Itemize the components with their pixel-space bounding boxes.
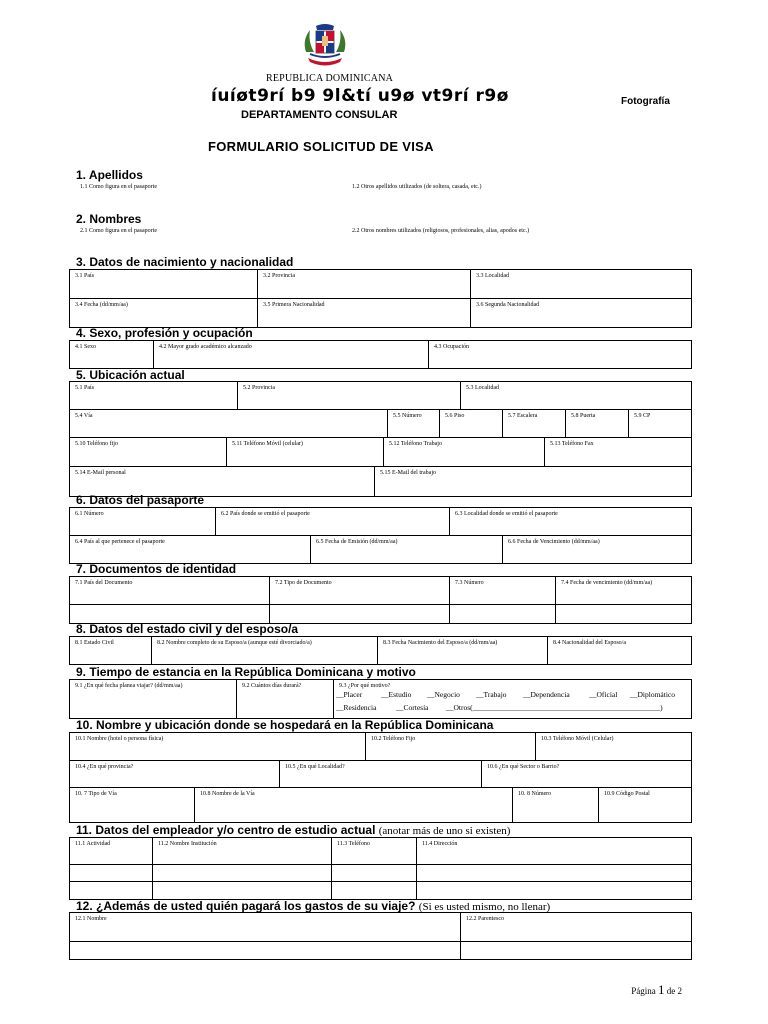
motive-option[interactable]: __Oficial: [589, 690, 618, 699]
section-7-title: 7. Documentos de identidad: [76, 562, 237, 576]
field-cell[interactable]: 4.1 Sexo: [75, 344, 96, 350]
field-cell[interactable]: [416, 882, 691, 899]
field-cell[interactable]: [70, 865, 152, 881]
field-cell[interactable]: 6.3 Localidad donde se emitió el pasaporte: [449, 508, 691, 535]
field-cell[interactable]: 9.1 ¿En qué fecha planea viajar? (dd/mm/aa): [75, 683, 183, 689]
field-cell[interactable]: 10.8 Nombre de la Vía: [194, 788, 512, 822]
field-cell[interactable]: 5.10 Teléfono fijo: [75, 441, 118, 447]
section-7-table: [69, 576, 692, 624]
field-cell[interactable]: 10. 8 Número: [512, 788, 598, 822]
field-cell[interactable]: 8.2 Nombre completo de su Esposo/a (aunque esté divorciado/a): [151, 637, 377, 664]
country-name: REPUBLICA DOMINICANA: [266, 73, 394, 84]
section-6-table: [69, 507, 692, 564]
field-cell[interactable]: 6.4 País al que pertenece el pasaporte: [75, 539, 165, 545]
field-cell[interactable]: 10.5 ¿En qué Localidad?: [279, 761, 481, 787]
field-cell[interactable]: 5.4 Vía: [75, 413, 93, 419]
section-2-title: 2. Nombres: [76, 212, 142, 226]
field-cell[interactable]: 5.3 Localidad: [460, 382, 691, 409]
section-10-table: [69, 732, 692, 823]
motive-option[interactable]: __Placer: [336, 690, 363, 699]
section-5-table: [69, 381, 692, 497]
coat-of-arms-logo: [300, 22, 350, 70]
section-3-table: [69, 269, 692, 328]
field-cell[interactable]: 5.6 Piso: [439, 410, 502, 437]
field-cell[interactable]: [70, 605, 269, 623]
section-6-title: 6. Datos del pasaporte: [76, 493, 205, 507]
field-cell[interactable]: 5.13 Teléfono Fax: [544, 438, 691, 466]
field-cell[interactable]: 3.3 Localidad: [470, 270, 691, 298]
field-cell[interactable]: 11.2 Nombre Institución: [152, 838, 331, 864]
field-cell[interactable]: 5.12 Teléfono Trabajo: [383, 438, 544, 466]
field-cell[interactable]: 10. 7 Tipo de Vía: [75, 791, 117, 797]
form-title: FORMULARIO SOLICITUD DE VISA: [208, 139, 434, 154]
motive-option[interactable]: __Residencia: [336, 703, 377, 712]
motive-option[interactable]: __Dependencia: [523, 690, 570, 699]
section-1-title: 1. Apellidos: [76, 168, 143, 182]
field-cell[interactable]: 11.1 Actividad: [75, 841, 111, 847]
field-cell[interactable]: 5.2 Provincia: [237, 382, 460, 409]
section-11-table: [69, 837, 692, 900]
field-cell[interactable]: 3.1 País: [75, 273, 95, 279]
field-cell[interactable]: 10.6 ¿En qué Sector o Barrio?: [481, 761, 691, 787]
field-cell[interactable]: 12.1 Nombre: [75, 916, 107, 922]
field-cell[interactable]: 8.4 Nacionalidad del Esposo/a: [547, 637, 691, 664]
field-cell[interactable]: 3.4 Fecha (dd/mm/aa): [75, 302, 128, 308]
field-cell[interactable]: [152, 882, 331, 899]
field-cell[interactable]: 10.1 Nombre (hotel o persona física): [75, 736, 164, 742]
field-cell[interactable]: [460, 942, 691, 959]
field-cell[interactable]: 5.8 Puerta: [565, 410, 628, 437]
section-10-title: 10. Nombre y ubicación donde se hospedará en la República Dominicana: [76, 718, 494, 732]
field-cell[interactable]: 3.5 Primera Nacionalidad: [257, 299, 470, 327]
field-cell[interactable]: 10.9 Código Postal: [598, 788, 691, 822]
field-cell[interactable]: 8.3 Fecha Nacimiento del Esposo/a (dd/mm/aa): [377, 637, 547, 664]
field-cell[interactable]: 7.2 Tipo de Documento: [269, 577, 449, 604]
field-cell[interactable]: 6.1 Número: [75, 511, 104, 517]
motive-option[interactable]: __Trabajo: [476, 690, 507, 699]
section-5-title: 5. Ubicación actual: [76, 368, 185, 382]
field-cell[interactable]: 10.3 Teléfono Móvil (Celular): [535, 733, 691, 760]
section-12-title: 12. ¿Además de usted quién pagará los gastos de su viaje? (Si es usted mismo, no llenar): [76, 899, 551, 913]
field-cell[interactable]: [152, 865, 331, 881]
field-label: 2.2 Otros nombres utilizados (religiosos, profesionales, alias, apodos etc.): [352, 228, 530, 234]
field-cell[interactable]: 3.2 Provincia: [257, 270, 470, 298]
field-cell[interactable]: 12.2 Parentesco: [460, 913, 691, 941]
section-11-title: 11. Datos del empleador y/o centro de estudio actual (anotar más de uno si existen): [76, 823, 511, 837]
section-8-title: 8. Datos del estado civil y del esposo/a: [76, 622, 299, 636]
field-cell[interactable]: [331, 865, 416, 881]
section-4-title: 4. Sexo, profesión y ocupación: [76, 326, 253, 340]
field-cell[interactable]: 5.5 Número: [387, 410, 439, 437]
field-label: 1.2 Otros apellidos utilizados (de soltera, casada, etc.): [352, 184, 482, 190]
field-cell[interactable]: 5.7 Escalera: [502, 410, 565, 437]
field-cell[interactable]: 7.3 Número: [449, 577, 555, 604]
field-cell[interactable]: 5.14 E-Mail personal: [75, 470, 126, 476]
field-cell[interactable]: [331, 882, 416, 899]
field-cell[interactable]: 9.2 Cuántos días durará?: [236, 680, 333, 718]
field-cell[interactable]: [70, 942, 460, 959]
field-cell[interactable]: 10.4 ¿En qué provincia?: [75, 764, 134, 770]
field-cell[interactable]: 6.2 País donde se emitió el pasaporte: [215, 508, 449, 535]
field-label: 1.1 Como figura en el pasaporte: [80, 184, 157, 190]
field-cell[interactable]: 3.6 Segunda Nacionalidad: [470, 299, 691, 327]
field-cell[interactable]: 5.15 E-Mail del trabajo: [374, 467, 691, 496]
field-cell[interactable]: 4.2 Mayor grado académico alcanzado: [153, 341, 428, 368]
department-name: DEPARTAMENTO CONSULAR: [241, 109, 398, 121]
motive-option[interactable]: __Diplomático: [630, 690, 675, 699]
field-cell[interactable]: [416, 865, 691, 881]
embassy-title: íuíøt9rí b9 9l&tí u9ø vt9rí r9ø: [211, 86, 509, 106]
field-label: 2.1 Como figura en el pasaporte: [80, 228, 157, 234]
field-cell[interactable]: 11.3 Teléfono: [331, 838, 416, 864]
photo-label: Fotografía: [621, 96, 670, 107]
section-9-title: 9. Tiempo de estancia en la República Dominicana y motivo: [76, 665, 416, 679]
field-cell[interactable]: 9.3 ¿Por qué motivo?: [333, 680, 691, 718]
section-3-title: 3. Datos de nacimiento y nacionalidad: [76, 255, 294, 269]
motive-other-option[interactable]: __Otros(__________________________________________________): [446, 703, 663, 712]
field-cell[interactable]: 5.1 País: [75, 385, 95, 391]
motive-option[interactable]: __Negocio: [427, 690, 460, 699]
field-cell[interactable]: [449, 605, 555, 623]
field-cell[interactable]: [269, 605, 449, 623]
field-cell[interactable]: 8.1 Estado Civil: [75, 640, 114, 646]
field-cell[interactable]: 11.4 Dirección: [416, 838, 691, 864]
field-cell[interactable]: [70, 882, 152, 899]
section-4-table: [69, 340, 692, 369]
field-cell[interactable]: 5.9 CP: [628, 410, 691, 437]
field-cell[interactable]: 6.6 Fecha de Vencimiento (dd/mm/aa): [502, 536, 691, 563]
field-cell[interactable]: 6.5 Fecha de Emisión (dd/mm/aa): [310, 536, 502, 563]
section-9-table: [69, 679, 692, 719]
field-cell[interactable]: 4.3 Ocupación: [428, 341, 691, 368]
field-cell[interactable]: 10.2 Teléfono Fijo: [365, 733, 535, 760]
section-8-table: [69, 636, 692, 665]
field-cell[interactable]: 5.11 Teléfono Móvil (celular): [226, 438, 383, 466]
section-12-table: [69, 912, 692, 960]
field-cell[interactable]: 7.1 País del Documento: [75, 580, 133, 586]
motive-option[interactable]: __Estudio: [381, 690, 412, 699]
field-cell[interactable]: [555, 605, 691, 623]
field-cell[interactable]: 7.4 Fecha de vencimiento (dd/mm/aa): [555, 577, 691, 604]
motive-option[interactable]: __Cortesía: [396, 703, 429, 712]
page-number: Página 1 de 2: [631, 982, 682, 997]
